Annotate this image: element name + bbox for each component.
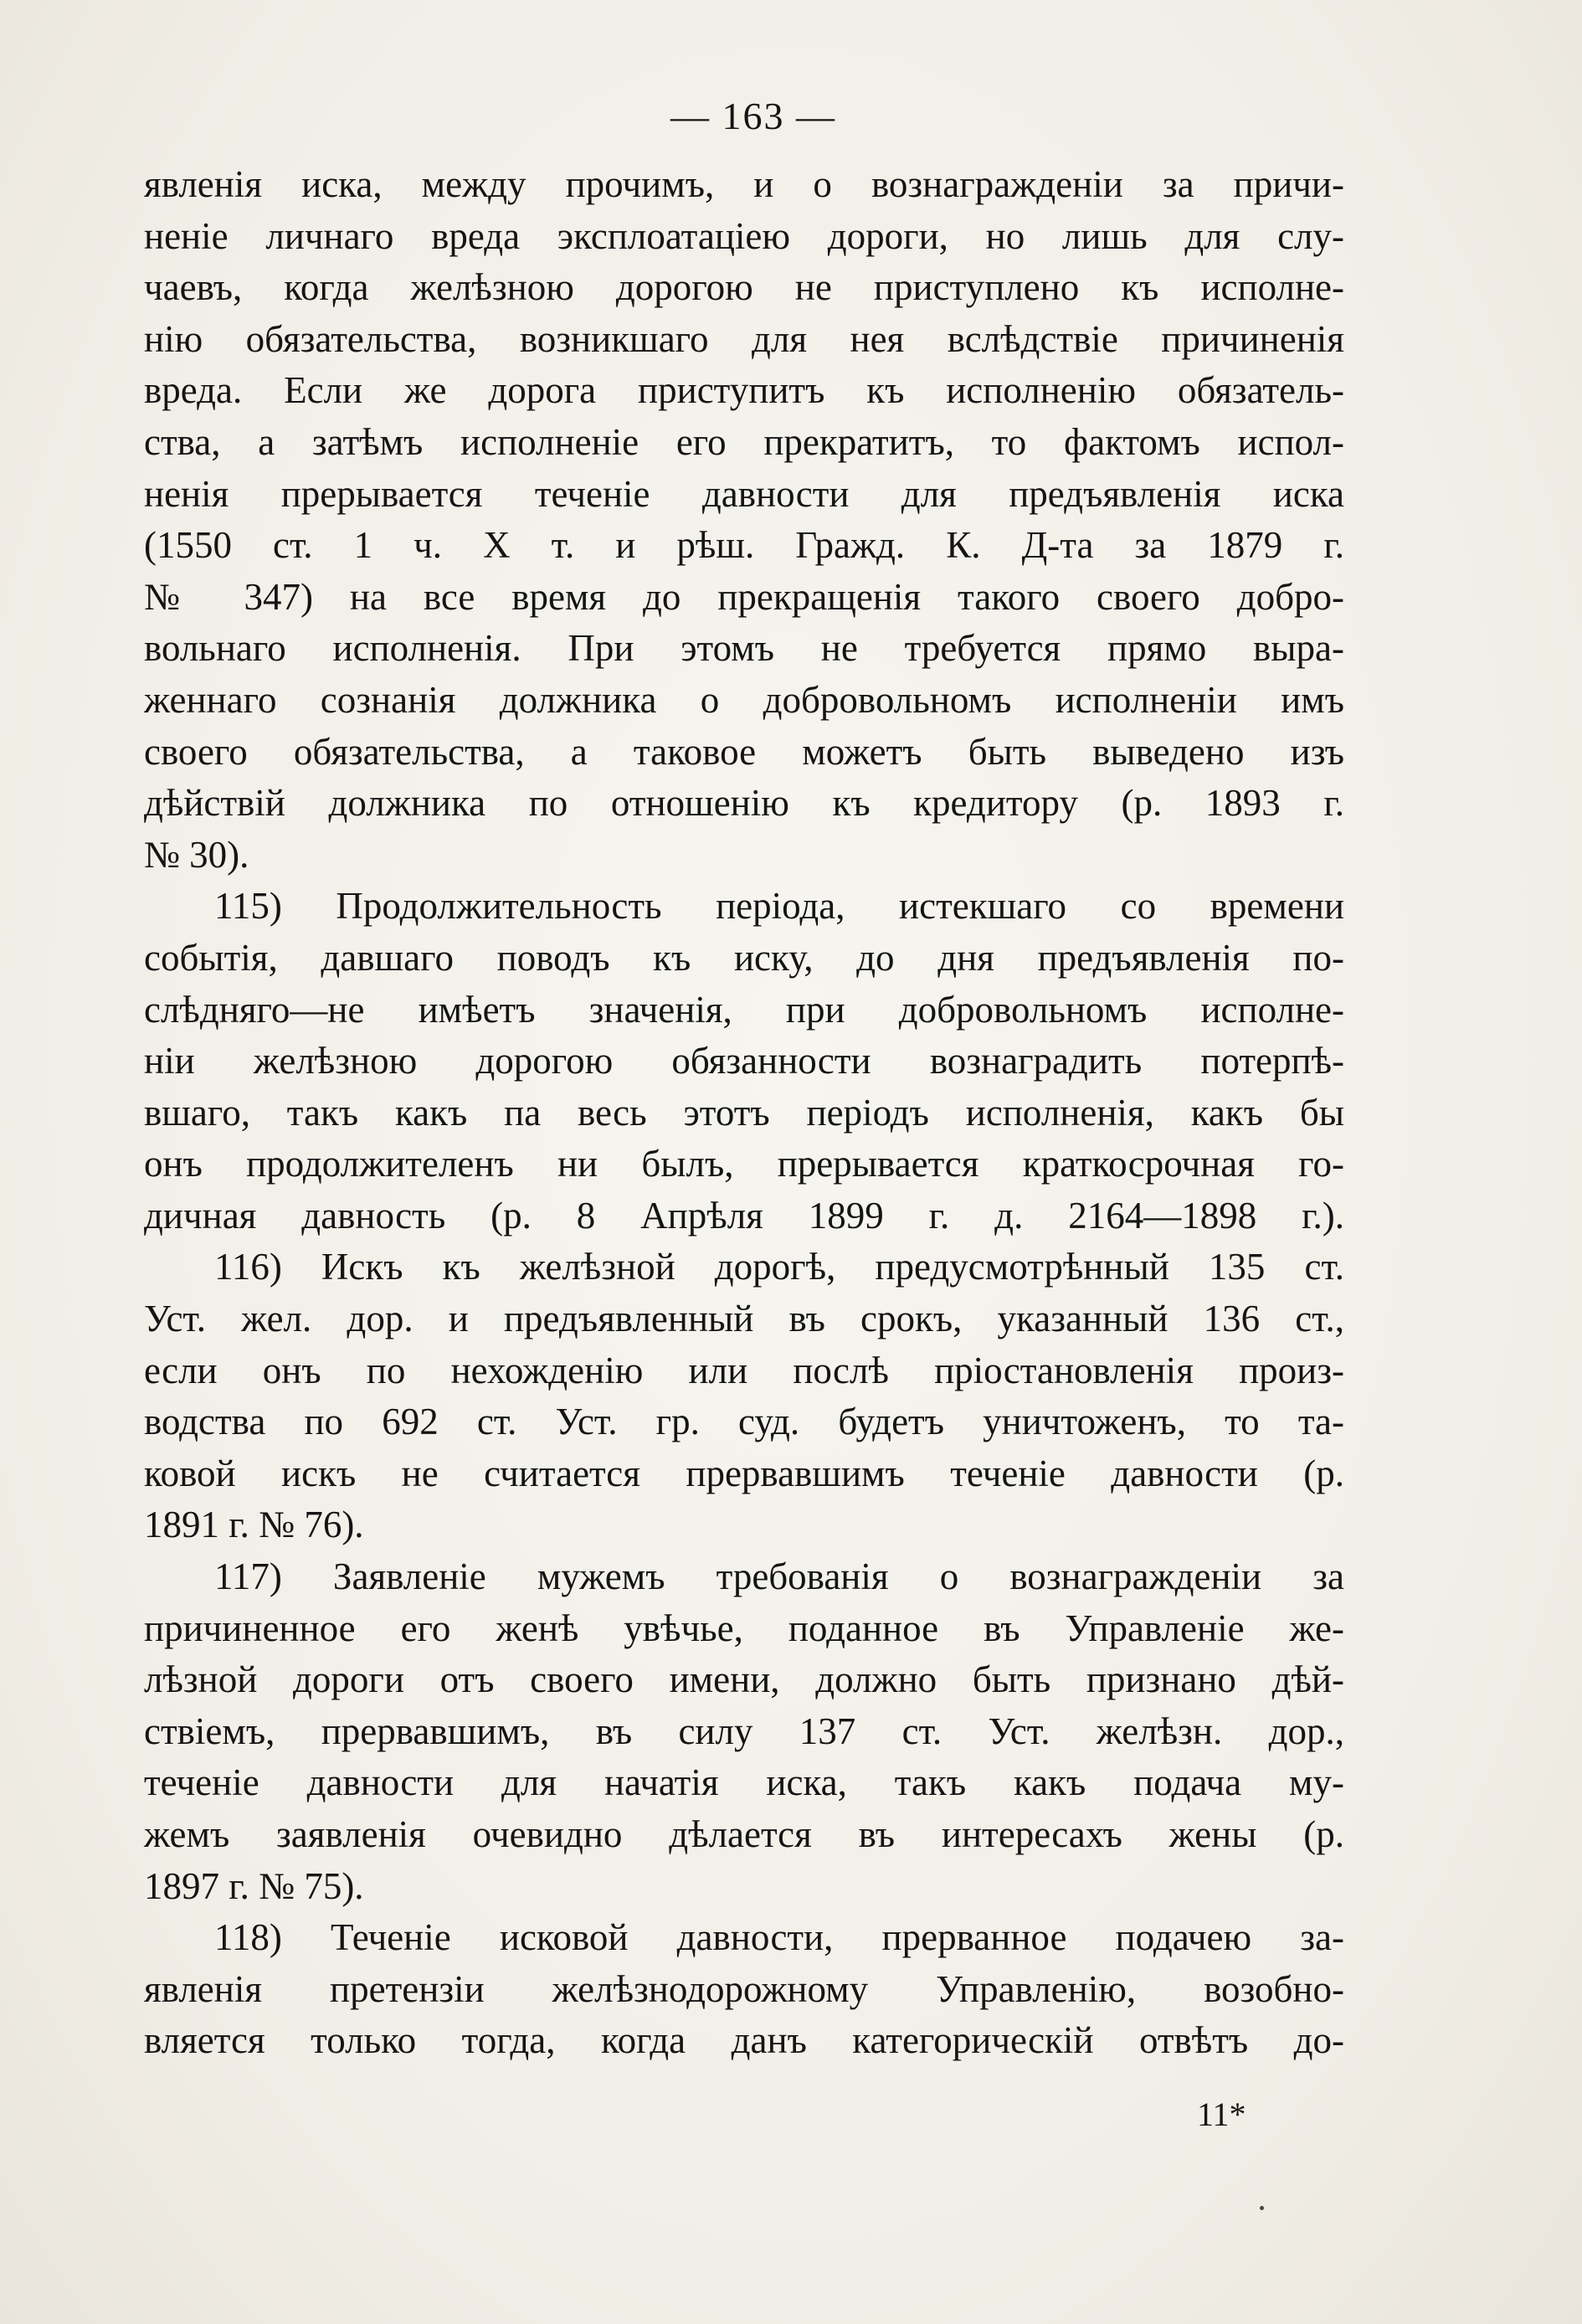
paragraph-115-start: 115) Продолжительность періода, истекшаго со времени xyxy=(214,885,1344,928)
text-line: ніи желѣзною дорогою обязанности вознаградить потерпѣ- xyxy=(144,1040,1344,1082)
text-line: Уст. жел. дор. и предъявленный въ срокъ, указанный 136 ст., xyxy=(144,1298,1344,1340)
signature-mark: 11* xyxy=(1197,2095,1246,2133)
text-line: 1897 г. № 75). xyxy=(144,1864,364,1907)
text-line: № 30). xyxy=(144,833,249,876)
paragraph-118-start: 118) Теченіе исковой давности, прерванное подачею за- xyxy=(214,1916,1344,1959)
text-line: вляется только тогда, когда данъ категорическій отвѣтъ до- xyxy=(144,2019,1344,2062)
paragraph-116-start: 116) Искъ къ желѣзной дорогѣ, предусмотрѣнный 135 ст. xyxy=(214,1246,1344,1288)
text-line: чаевъ, когда желѣзною дорогою не приступлено къ исполне- xyxy=(144,266,1344,309)
text-line: женнаго сознанія должника о добровольномъ исполненіи имъ xyxy=(144,678,1344,721)
text-line: событія, давшаго поводъ къ иску, до дня предъявленія по- xyxy=(144,936,1344,979)
paragraph-117-start: 117) Заявленіе мужемъ требованія о вознагражденіи за xyxy=(214,1555,1344,1598)
text-line: № 347) на все время до прекращенія такого своего добро- xyxy=(144,575,1344,618)
page-number: — 163 — xyxy=(670,95,836,137)
text-line: причиненное его женѣ увѣчье, поданное въ Управленіе же- xyxy=(144,1607,1344,1649)
text-line: жемъ заявленія очевидно дѣлается въ интересахъ жены (р. xyxy=(144,1813,1344,1855)
text-line: лѣзной дороги отъ своего имени, должно быть признано дѣй- xyxy=(144,1658,1344,1701)
text-line: дѣйствій должника по отношенію къ кредитору (р. 1893 г. xyxy=(144,782,1344,825)
text-line: вольнаго исполненія. При этомъ не требуется прямо выра- xyxy=(144,627,1344,670)
text-line: дичная давность (р. 8 Апрѣля 1899 г. д. 2164—1898 г.). xyxy=(144,1194,1344,1237)
text-line: ствіемъ, прервавшимъ, въ силу 137 ст. Уст. желѣзн. дор., xyxy=(144,1710,1344,1752)
text-line: неніе личнаго вреда эксплоатаціею дороги, но лишь для слу- xyxy=(144,214,1344,257)
text-line: своего обязательства, а таковое можетъ быть выведено изъ xyxy=(144,730,1344,773)
text-line: онъ продолжителенъ ни былъ, прерывается краткосрочная го- xyxy=(144,1143,1344,1185)
text-line: явленія претензіи желѣзнодорожному Управленію, возобно- xyxy=(144,1967,1344,2010)
text-line: вреда. Если же дорога приступитъ къ исполненію обязатель- xyxy=(144,369,1344,412)
text-line: водства по 692 ст. Уст. гр. суд. будетъ уничтоженъ, то та- xyxy=(144,1401,1344,1443)
text-line: нію обязательства, возникшаго для нея вслѣдствіе причиненія xyxy=(144,317,1344,360)
text-line: 1891 г. № 76). xyxy=(144,1504,364,1546)
text-line: (1550 ст. 1 ч. X т. и рѣш. Гражд. К. Д-та за 1879 г. xyxy=(144,524,1344,567)
text-line: вшаго, такъ какъ па весь этотъ періодъ исполненія, какъ бы xyxy=(144,1091,1344,1134)
ink-speck xyxy=(1260,2206,1264,2210)
text-line: ненія прерывается теченіе давности для предъявленія иска xyxy=(144,472,1344,515)
body-text xyxy=(144,159,1344,2067)
text-line: если онъ по нехожденію или послѣ пріостановленія произ- xyxy=(144,1349,1344,1391)
text-line: слѣдняго—не имѣетъ значенія, при добровольномъ исполне- xyxy=(144,988,1344,1031)
text-line: теченіе давности для начатія иска, такъ какъ подача му- xyxy=(144,1761,1344,1804)
text-line: явленія иска, между прочимъ, и о вознагражденіи за причи- xyxy=(144,163,1344,205)
text-line: ства, а затѣмъ исполненіе его прекратитъ, то фактомъ испол- xyxy=(144,420,1344,463)
text-line: ковой искъ не считается прервавшимъ теченіе давности (р. xyxy=(144,1452,1344,1494)
